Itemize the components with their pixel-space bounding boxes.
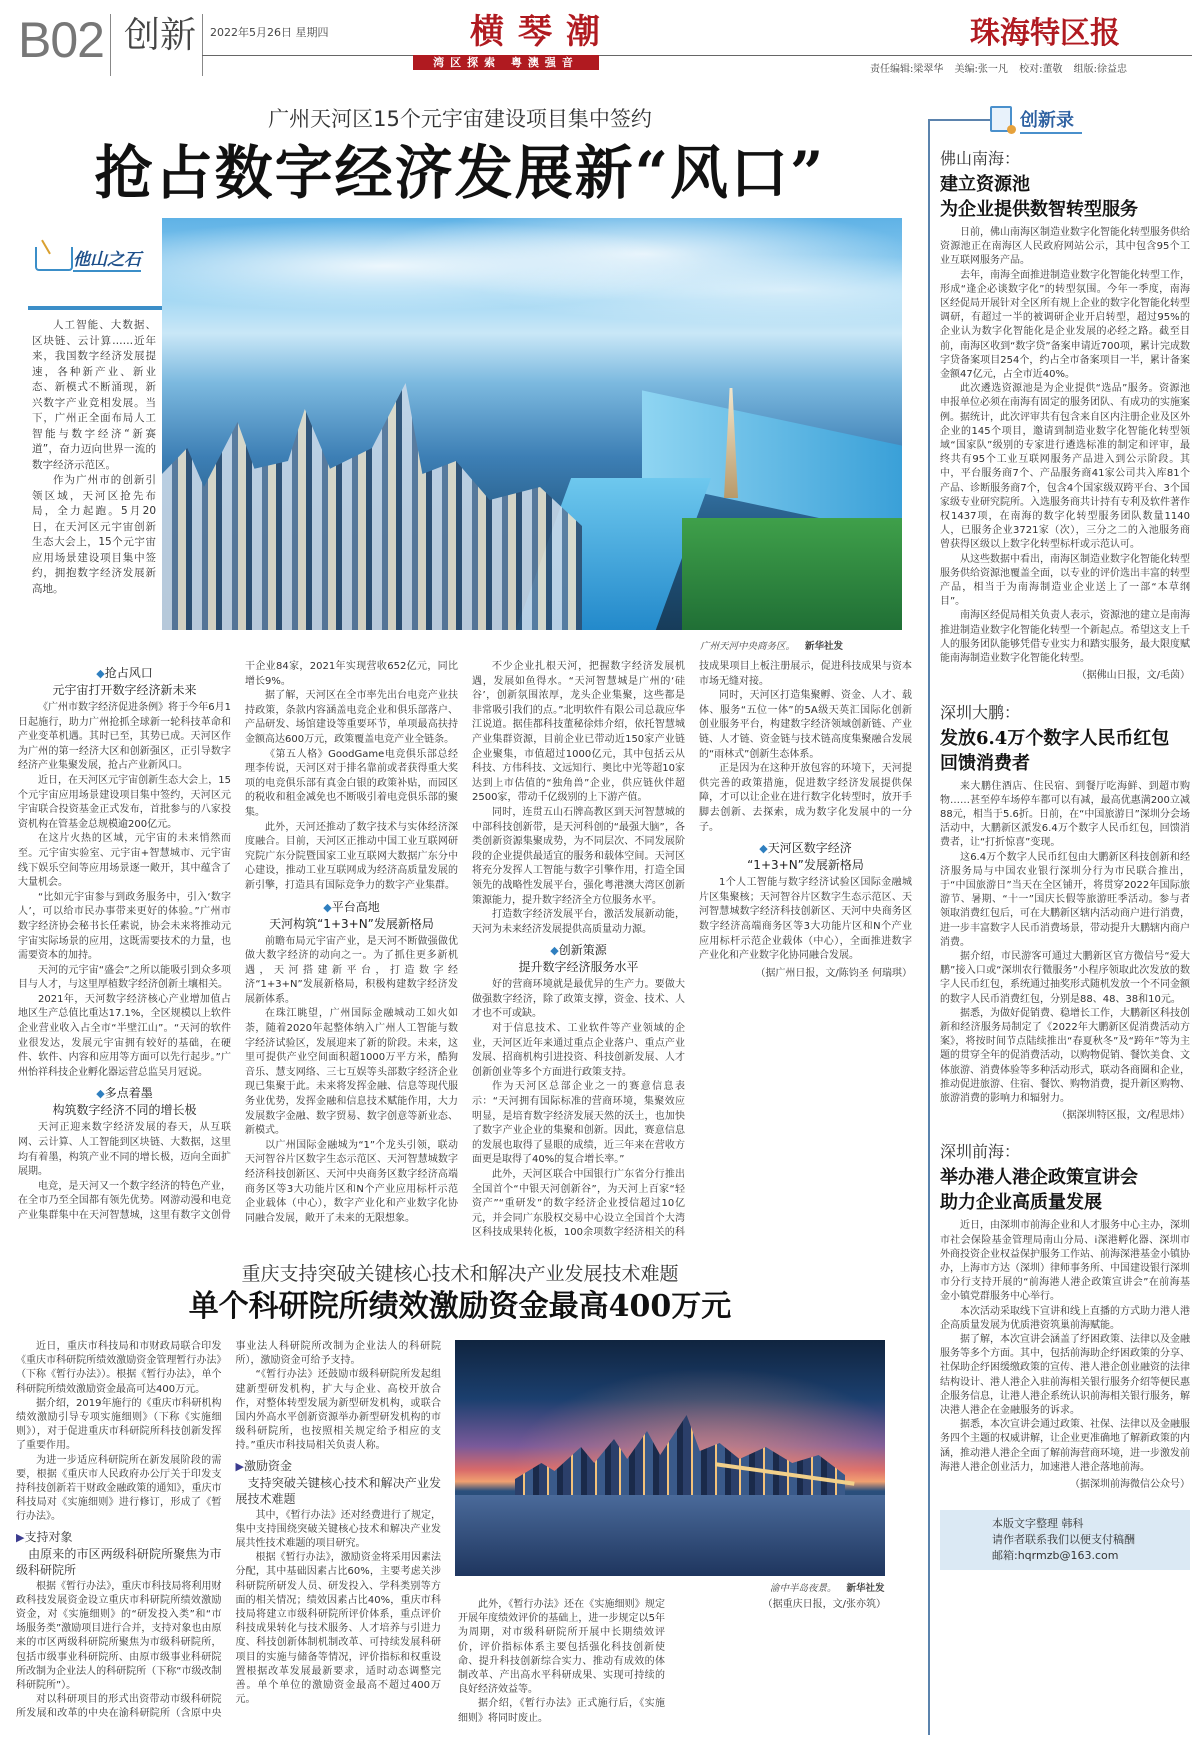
sidebar-content (940, 148, 1190, 1570)
paragraph: 对于信息技术、工业软件等产业领域的企业，天河区近年来通过重点企业落户、重点产业发展、招商机构引进投资、科技创新发展、人才创新创业等多个方面进行政策支持。 (472, 1023, 685, 1078)
paragraph: 前瞻布局元宇宙产业，是天河不断做强做优做大数字经济的动向之一。为了抓住更多新机遇，天河搭建新平台，打造数字经济“1+3+N”发展新格局，积极构建数字经济发展新体系。 (245, 935, 458, 1005)
paragraph: 此外，天河区联合中国银行广东省分行推出全国首个“中银天河创新谷”，为天河上百家“轻资产”“重研发”的数字经济企业授信超过10亿元，并会同广东股权交易中心设立全国首个大湾区科技成果转化板，100余项数字经济相关的科技成果项目上板注册展示，促进科技成果与资本市场无缝对接。 (472, 661, 912, 1239)
sidebar-tag-label: 创新录 (1020, 106, 1082, 134)
photo-park (682, 518, 902, 630)
photo-credit: 新华社发 (846, 1583, 885, 1594)
photo-river (455, 1495, 885, 1576)
issue-date: 2022年5月26日 星期四 (210, 26, 329, 39)
headline-line: 举办港人港企政策宣讲会 (940, 1167, 1138, 1189)
photo2-caption (770, 1580, 885, 1594)
photo-caption-text: 渝中半岛夜景。 (770, 1583, 837, 1594)
section-heading (699, 840, 912, 873)
paragraph: 据了解，本次宣讲会涵盖了纾困政策、法律以及金融服务等多个方面。其中，包括前海助企纾困政策的分享、社保助企纾困缓缴政策的宣传、港人港企创业融资的法律结构设计、港人港企入驻前海相关银行服务介绍等便民惠企服务信息，让港人港企系统认识前海相关银行服务，解决港人港企在金融服务的诉求。 (940, 1334, 1190, 1417)
column-tag-bar (28, 306, 166, 310)
lead-paragraph: 人工智能、大数据、区块链、云计算……近年来，我国数字经济发展提速，各种新产业、新业态、新模式不断涌现，新兴数字产业竞相发展。当下，广州正全面布局人工智能与数字经济“新赛道”，奋力迈向世界一流的数字经济示范区。 (32, 319, 156, 471)
section-subtitle: 天河构筑“1+3+N”发展新格局 (269, 916, 434, 931)
diamond-icon: ◆ (96, 1087, 105, 1101)
section-heading (18, 665, 231, 698)
paragraph: 2021年，天河数字经济核心产业增加值占地区生产总值比重达17.1%，全区规模以上软件企业营业收入占全市“半壁江山”。“天河的软件业很发达，发展元宇宙拥有较好的基础，在硬件、软件、内容和应用等方面可以先行起步。”广州怡祥科技企业孵化器运营总监吴月冠说。 (18, 993, 231, 1078)
photo-caption-text: 广州天河中央商务区。 (700, 641, 796, 652)
subsection-subtitle: 由原来的市区两级科研院所聚焦为市级科研院所 (16, 1546, 222, 1577)
subsection-heading (236, 1458, 442, 1507)
brand-logo: 横琴潮 (470, 12, 614, 52)
article-headline (940, 1165, 1190, 1215)
masthead-rule (202, 55, 1192, 56)
section-title: 天河区数字经济 (767, 841, 852, 856)
diamond-icon: ◆ (96, 667, 105, 680)
paragraph: 去年，南海全面推进制造业数字化智能化转型工作，形成“逢企必谈数字化”的转型氛围。今年一季度，南海区经促局开展针对全区所有规上企业的数字化智能化转型调研，有超过一半的被调研企业开启转型，超过95%的企业认为数字化智能化是企业发展的必经之路。截至目前，南海区收到“数字贷”备案申请近700项，累计完成数字贷备案项目254个，约占全市备案项目一半，累计备案金额47亿元，占全市近40%。 (940, 269, 1190, 381)
document-icon (990, 106, 1012, 132)
contact-editor: 本版文字整理 韩科 (992, 1517, 1084, 1531)
paragraph: 同时，连贯五山石牌高教区到天河智慧城的中部科技创新带，是天河科创的“最强大脑”，各类创新资源集聚成势，为不同层次、不同发展阶段的企业提供最适宜的服务和载体空间。天河区将充分发挥人工智能与数字引擎作用，打造全国领先的战略性发展平台，强化粤港澳大湾区创新策源能力，提升数字经济全方位服务水平。 (472, 806, 685, 906)
paragraph: 打造数字经济发展平台，激活发展新动能，天河为未来经济发展提供高质量动力源。 (472, 909, 685, 935)
paragraph: 近日，重庆市科技局和市财政局联合印发《重庆市科研院所绩效激励资金管理暂行办法》（下称《暂行办法》）。根据《暂行办法》，单个科研院所绩效激励资金最高可达400万元。 (16, 1341, 222, 1395)
headline-line: 回馈消费者 (940, 752, 1030, 774)
paragraph: 天河的元宇宙“盛会”之所以能吸引到众多项目与人才，与这里厚植数字经济创新土壤相关。 (18, 964, 231, 991)
paragraph: 据介绍，市民游客可通过大鹏新区官方微信号“爱大鹏”接入口或“深圳农行微服务”小程序领取此次发放的数字人民币红包，系统通过抽奖形式随机发放一个不同金额的数字人民币消费红包，分别是88、48、38和10元。 (940, 950, 1190, 1005)
page-number: B02 (18, 12, 104, 68)
editor-credits: 责任编辑:梁翠华 美编:张一凡 校对:董敬 组版:徐益忠 (870, 64, 1128, 75)
diamond-icon: ◆ (759, 842, 768, 856)
paragraph: 据悉，本次宣讲会通过政策、社保、法律以及金融服务四个主题的权威讲解，让企业更准确地了解新政策的内涵，推动港人港企全面了解前海营商环境，进一步激发前海港人港企创业活力，加速港人港企落地前海。 (940, 1419, 1190, 1473)
triangle-icon: ▶ (235, 1459, 244, 1473)
contact-note: 请作者联系我们以便支付稿酬 (992, 1533, 1135, 1547)
paragraph: 从这些数据中看出，南海区制造业数字化智能化转型服务供给资源池覆盖全面，以专业的评价选出丰富的转型产品，相当于为南海制造业企业送上了一部“本草纲目”。 (940, 553, 1190, 608)
lead-paragraph: 作为广州市的创新引领区域，天河区抢先布局，全力起跑。5月20日，在天河区元宇宙创新生态大会上，15个元宇宙应用场景建设项目集中签约，拥抱数字经济发展新高地。 (32, 474, 156, 595)
paragraph: 根据《暂行办法》，激励资金将采用因素法分配，其中基础因素占比60%，主要考虑关涉科研院所研发人员、研发投入、学科类别等方面的相关情况；绩效因素占比40%，重庆市科技局将建立市级科研院所评价体系，重点评价科技成果转化与技术服务、人才培养与引进力度、科技创新体制机制改革、可持续发展科研项目的实施与储备等情况，评价指标和权重设置根据改革发展最新要求，适时动态调整完善。单个单位的激励资金最高不超过400万元。 (235, 1552, 441, 1706)
subsection-heading (16, 1529, 222, 1578)
article1-lead (32, 318, 156, 597)
paragraph: 不少企业扎根天河，把握数字经济发展机遇，发展如鱼得水。“天河智慧城是广州的‘硅谷’，创新氛围浓厚，龙头企业集聚，这些都是非常吸引我们的点。”北明软件有限公司总裁应华江说道。据佳都科技董秘徐炜介绍，依托智慧城产业集群资源，目前企业已带动近150家产业链企业聚集，市值超过1000亿元，其中包括云从科技、方伟科技、文远知行、奥比中光等超10家达到上市估值的“独角兽”企业，供应链伙伴超2500家，带动千亿级别的上下游产值。 (472, 661, 685, 804)
paragraph: 正是因为在这种开放包容的环境下，天河提供完善的政策措施，促进数字经济发展提供保障，才可以让企业在进行数字化转型时，放开手脚去创新、去探索，成为数字化发展中的一分子。 (699, 763, 912, 833)
paragraph: 来大鹏住酒店、住民宿、到餐厅吃海鲜、到超市购物……甚至停车场停车都可以有减，最高优惠满200立减88元，相当于5.6折。日前，在“中国旅游日”深圳分会场活动中，大鹏新区派发6.4万个数字人民币红包，回馈消费者，让“打折惊喜”变现。 (940, 780, 1190, 849)
paragraph: 《第五人格》GoodGame电竞俱乐部总经理李传说，天河区对于排名靠前或者获得重大奖项的电竞俱乐部有真金白银的政策补贴，而园区的税收和租金减免也不断吸引着电竞俱乐部的聚集。 (245, 748, 458, 818)
article-headline (940, 726, 1190, 776)
paragraph: 以广州国际金融城为“1”个龙头引领，联动天河智谷片区数字生态示范区、天河智慧城数字经济科技创新区、天河中央商务区数字经济高端商务区等3大功能片区和N个产业应用标杆示范企业载体（中心），数字产业化和产业数字化协同融合发展，敞开了未来的无限想象。 (245, 1139, 458, 1224)
photo1-caption (700, 638, 843, 652)
section-subtitle: “1+3+N”发展新格局 (747, 858, 864, 873)
article-source: （据重庆日报，文/张亦筑） (762, 1599, 886, 1610)
article-body (940, 226, 1190, 684)
paragraph: 据了解，天河区在全市率先出台电竞产业扶持政策，条款内容涵盖电竞企业和俱乐部落户、产品研发、场馆建设等重要环节，单项最高扶持金额高达600万元，政策覆盖电竞产业全链条。 (245, 690, 458, 745)
article-source: （据佛山日报，文/毛茵） (1076, 670, 1190, 682)
paragraph: 南海区经促局相关负责人表示，资源池的建立是南海推进制造业数字化智能化转型一个新起点。希望这支上千人的服务团队能够凭借专业实力和踏实服务，最大限度赋能南海制造业数字化智能化转型。 (940, 610, 1190, 665)
sidebar-article-qianhai (940, 1141, 1190, 1492)
section-title: 创新策源 (558, 943, 607, 958)
article-source: （据广州日报，文/陈钧圣 何瑞琪） (755, 967, 912, 979)
article-place: 佛山南海： (940, 149, 1021, 168)
article-body (940, 1219, 1190, 1492)
paragraph: 根据《暂行办法》，重庆市科技局将利用财政科技发展资金设立重庆市科研院所绩效激励资金，对《实施细则》的“研发投入类”和“市场服务类”激励项目进行合并，支持对象也由原来的市区两级科研院所聚焦为市级科研院所，包括市级事业科研院所、由原市级事业科研院所改制为企业法人的科研院所（下称“市级改制科研院所”）。 (16, 1580, 222, 1692)
section-heading (245, 899, 458, 932)
paragraph: 本次活动采取线下宣讲和线上直播的方式助力港人港企高质量发展为优质港资筑巢前海赋能。 (940, 1305, 1190, 1331)
subsection-title: 激励资金 (243, 1458, 292, 1473)
paragraph: 1个人工智能与数字经济试验区国际金融城片区集聚核；天河智谷片区数字生态示范区、天河智慧城数字经济科技创新区、天河中央商务区数字经济高端商务区等3大功能片区和N个产业应用标杆示范企业载体（中心），全面推进数字产业化和产业数字化协同融合发展。 (699, 877, 912, 962)
section-name: 创新 (124, 15, 197, 56)
article1-kicker: 广州天河区15个元宇宙建设项目集中签约 (268, 107, 652, 131)
paragraph: 为进一步适应科研院所在新发展阶段的需要，根据《重庆市人民政府办公厅关于印发支持科技创新若干财政金融政策的通知》，重庆市科技局对《实施细则》进行修订，形成了《暂行办法》。 (16, 1454, 222, 1523)
section-subtitle: 元宇宙打开数字经济新未来 (52, 683, 197, 697)
section-heading (472, 942, 685, 975)
photo-credit: 新华社发 (805, 641, 844, 652)
article2-headline: 单个科研院所绩效激励资金最高400万元 (188, 1289, 732, 1324)
column-tag (35, 245, 165, 269)
paragraph: 同时，天河区打造集聚孵、资金、人才、载体、服务“五位一体”的5A级天英汇国际化创新创业服务平台，构建数字经济领域创新链、产业链、人才链、资金链与技术链高度集聚融合发展的“雨林式”创新生态体系。 (699, 690, 912, 760)
sidebar-frame (928, 120, 930, 1735)
masthead-divider (110, 14, 111, 76)
photo-sky (162, 218, 902, 338)
masthead-divider (202, 14, 203, 76)
headline-line: 建立资源池 (940, 174, 1030, 195)
paragraph: “比如元宇宙参与到政务服务中，引入‘数字人’，可以给市民办事带来更好的体验。”广州市数字经济协会秘书长任素说，协会未来将推动元宇宙实际场景的应用，这既需要技术的力量，也需要资本的加持。 (18, 891, 231, 962)
section-title: 平台高地 (331, 899, 380, 914)
guangzhou-cbd-photo (162, 218, 902, 630)
section-title: 抢占风口 (104, 666, 153, 680)
article2-body-right (458, 1598, 886, 1736)
chongqing-night-photo (455, 1340, 885, 1576)
paragraph: 在这片火热的区域，元宇宙的未来悄然而至。元宇宙实验室、元宇宙+智慧城市、元宇宙线下娱乐空间等应用场景逐一敞开，其中蕴含了大量机会。 (18, 833, 231, 889)
paragraph: 据介绍，2019年施行的《重庆市科研机构绩效激励引导专项实施细则》（下称《实施细则》），对于促进重庆市科研院所科技创新发挥了重要作用。 (16, 1397, 222, 1452)
paragraph: “《暂行办法》还鼓励市级科研院所发起组建新型研发机构，扩大与企业、高校开放合作，对整体转型发展为新型研发机构，或联合国内外高水平创新资源举办新型研发机构的市级科研院所，也按照相关规定给予相应的支持。”重庆市科技局相关负责人称。 (235, 1369, 441, 1452)
article2-body-left (16, 1340, 441, 1736)
contact-box (940, 1510, 1190, 1570)
article-source: （据深圳前海微信公众号） (1070, 1479, 1190, 1491)
paragraph: 日前，佛山南海区制造业数字化智能化转型服务供给资源池正在南海区人民政府网站公示，其中包含95个工业互联网服务产品。 (940, 227, 1190, 267)
paragraph: 天河正迎来数字经济发展的春天，从互联网、云计算、人工智能到区块链、大数据，这里均有着墨，构筑产业不同的增长极，迈向全面扩展期。 (18, 1122, 231, 1178)
article1-body (18, 660, 912, 1250)
paragraph: 据介绍，《暂行办法》正式施行后，《实施细则》将同时废止。 (458, 1698, 665, 1724)
paragraph: 此外，天河还推动了数字技术与实体经济深度融合。目前，天河区正推动中国工业互联网研究院广东分院暨国家工业互联网大数据广东分中心建设，推动工业互联网成为经济高质量发展的新引擎，打造具有国际竞争力的数字产业集群。 (245, 821, 458, 891)
brand-slogan: 湾区探索 粤澳强音 (413, 55, 599, 70)
diamond-icon: ◆ (323, 900, 332, 914)
book-icon (35, 247, 73, 271)
subsection-title: 支持对象 (24, 1529, 73, 1544)
article-body (940, 780, 1190, 1124)
paragraph: 在珠江眺望，广州国际金融城动工如火如荼，随着2020年起整体纳入广州人工智能与数字经济试验区，发展迎来了新的阶段。未来，这里可提供产业空间面积超1000万平方米，酷狗音乐、慧支网络、三七互娱等头部数字经济企业现已集聚于此。未来将发挥金融、信息等现代服务业优势，发挥金融和信息技术赋能作用，大力发展数字金融、数字贸易、数字创意等新业态、新模式。 (245, 1008, 458, 1137)
paragraph: 据悉，为做好促销费、稳增长工作，大鹏新区科技创新和经济服务局制定了《2022年大鹏新区促消费活动方案》，将按时间节点陆续推出“春夏秋冬”及“跨年”等为主题的贯穿全年的促消费活动，以购物促销、餐饮美食、文体旅游、消费体验等多种活动形式，联动各商圈和企业，推动促进旅游、住宿、餐饮、购物消费，提升新区购物、旅游消费的影响力和辐射力。 (940, 1007, 1190, 1104)
diamond-icon: ◆ (550, 944, 559, 958)
article2-kicker: 重庆支持突破关键核心技术和解决产业发展技术难题 (241, 1263, 679, 1285)
section-subtitle: 提升数字经济服务水平 (518, 960, 639, 975)
paragraph: 此外，《暂行办法》还在《实施细则》规定开展年度绩效评价的基础上，进一步规定以5年为周期，对市级科研院所开展中长期绩效评价，评价指标体系主要包括强化科技创新使命、提升科技创新综合实力、推动有成效的体制改革、产出高水平科研成果、实现可持续的良好经济效益等。 (458, 1599, 665, 1696)
paragraph: 对以科研项目的形式出资带动市级科研院所发展和改革的中央在渝科研院所（含原中央事业法人科研院所改制为企业法人的科研院所），激励资金可给予支持。 (16, 1341, 441, 1720)
headline-line: 助力企业高质量发展 (940, 1192, 1102, 1214)
triangle-icon: ▶ (16, 1530, 25, 1544)
paragraph: 好的营商环境就是最优异的生产力。要做大做强数字经济，除了政策支撑，资金、技术、人才也不可或缺。 (472, 979, 685, 1020)
column-tag-label: 他山之石 (73, 245, 141, 272)
article1-headline: 抢占数字经济发展新“风口” (94, 139, 826, 207)
section-title: 多点着墨 (104, 1086, 153, 1101)
section-heading (18, 1085, 231, 1118)
newspaper-logo: 珠海特区报 (970, 16, 1120, 51)
article-place: 深圳大鹏： (940, 702, 1021, 722)
sidebar-article-dapeng (940, 702, 1190, 1124)
article-headline (940, 172, 1190, 222)
paragraph: 此次遴选资源池是为企业提供“选品”服务。资源池申报单位必须在南海有固定的服务团队、有成功的实施案例。据统计，此次评审共有包含来自区内注册企业及区外企业的145个项目，邀请到制造业数字化智能化转型领域“国家队”级别的专家进行遴选标准的制定和评审，最终共有95个工业互联网服务产品进入到公示阶段。其中，平台服务商7个、产品服务商41家公司共入库81个产品、诊断服务商7个，包含4个国家级双跨平台、3个国家级专业研究院所。入选服务商共计持有专利及软件著作权1437项，在南海的数字化转型服务团队数量1140人，已服务企业3721家（次），三分之二的入池服务商曾获得区级以上数字化转型标杆或示范认可。 (940, 383, 1190, 551)
article1-heading (0, 103, 920, 205)
paragraph: 其中，《暂行办法》还对经费进行了规定，集中支持围绕突破关键核心技术和解决产业发展共性技术难题的项目研究。 (235, 1509, 441, 1550)
paragraph: 《广州市数字经济促进条例》将于今年6月1日起施行，助力广州抢抓全球新一轮科技革命和产业变革机遇。其时已至，其势已成。天河区作为广州的第一经济大区和创新强区，正引导数字经济产业集聚发展，抢占产业新风口。 (18, 702, 231, 772)
headline-line: 为企业提供数智转型服务 (940, 199, 1138, 220)
article-source: （据深圳特区报，文/程思炜） (1056, 1110, 1190, 1122)
section-subtitle: 构筑数字经济不同的增长极 (52, 1103, 197, 1118)
subsection-subtitle: 支持突破关键核心技术和解决产业发展技术难题 (235, 1475, 441, 1506)
paragraph: 作为天河区总部企业之一的赛意信息表示：“天河拥有国际标准的营商环境，集聚效应明显，是培育数字经济发展天然的沃土，也加快了数字产业企业的集聚和创新。因此，赛意信息的发展也取得了显眼的成绩，近三年来在营收方面更是取得了40%的复合增长率。” (472, 1081, 685, 1166)
article2-heading (0, 1262, 920, 1326)
paragraph: 近日，在天河区元宇宙创新生态大会上，15个元宇宙应用场景建设项目集中签约，天河区元宇宙联合投资基金正式发布，首批参与的八家投资机构在管基金总规模逾200亿元。 (18, 774, 231, 830)
contact-email[interactable]: 邮箱:hqrmzb@163.com (992, 1549, 1119, 1563)
paragraph: 电竞，是天河又一个数字经济的特色产业，在全市乃至全国都有领先优势。网游动漫和电竞产业集群集中在天河智慧城，这里有数字文创骨干企业84家，2021年实现营收652亿元，同比增长9%。 (18, 661, 458, 1221)
paragraph: 近日，由深圳市前海企业和人才服务中心主办，深圳市社会保险基金管理局南山分局、i深港孵化器、深圳市外商投资企业权益保护服务工作站、前海深港基金小镇协办，上海市方达（深圳）律师事务所、中国建设银行深圳市分行支持开展的“前海港人港企政策宣讲会”在前海基金小镇党群服务中心举行。 (940, 1220, 1190, 1303)
paragraph: 这6.4万个数字人民币红包由大鹏新区科技创新和经济服务局与中国农业银行深圳分行为市民联合推出，于“中国旅游日”当天在全区铺开，将贯穿2022年国际旅游节、暑期、“十一”国庆长假等旅游旺季活动。参与者领取消费红包后，可在大鹏新区辖内活动商户进行消费，进一步丰富数字人民币消费场景，带动提升大鹏辖内商户消费。 (940, 851, 1190, 948)
sidebar-article-foshan (940, 148, 1190, 684)
article-place: 深圳前海： (940, 1142, 1021, 1162)
headline-line: 发放6.4万个数字人民币红包 (940, 727, 1170, 749)
photo-skyline (162, 370, 582, 630)
